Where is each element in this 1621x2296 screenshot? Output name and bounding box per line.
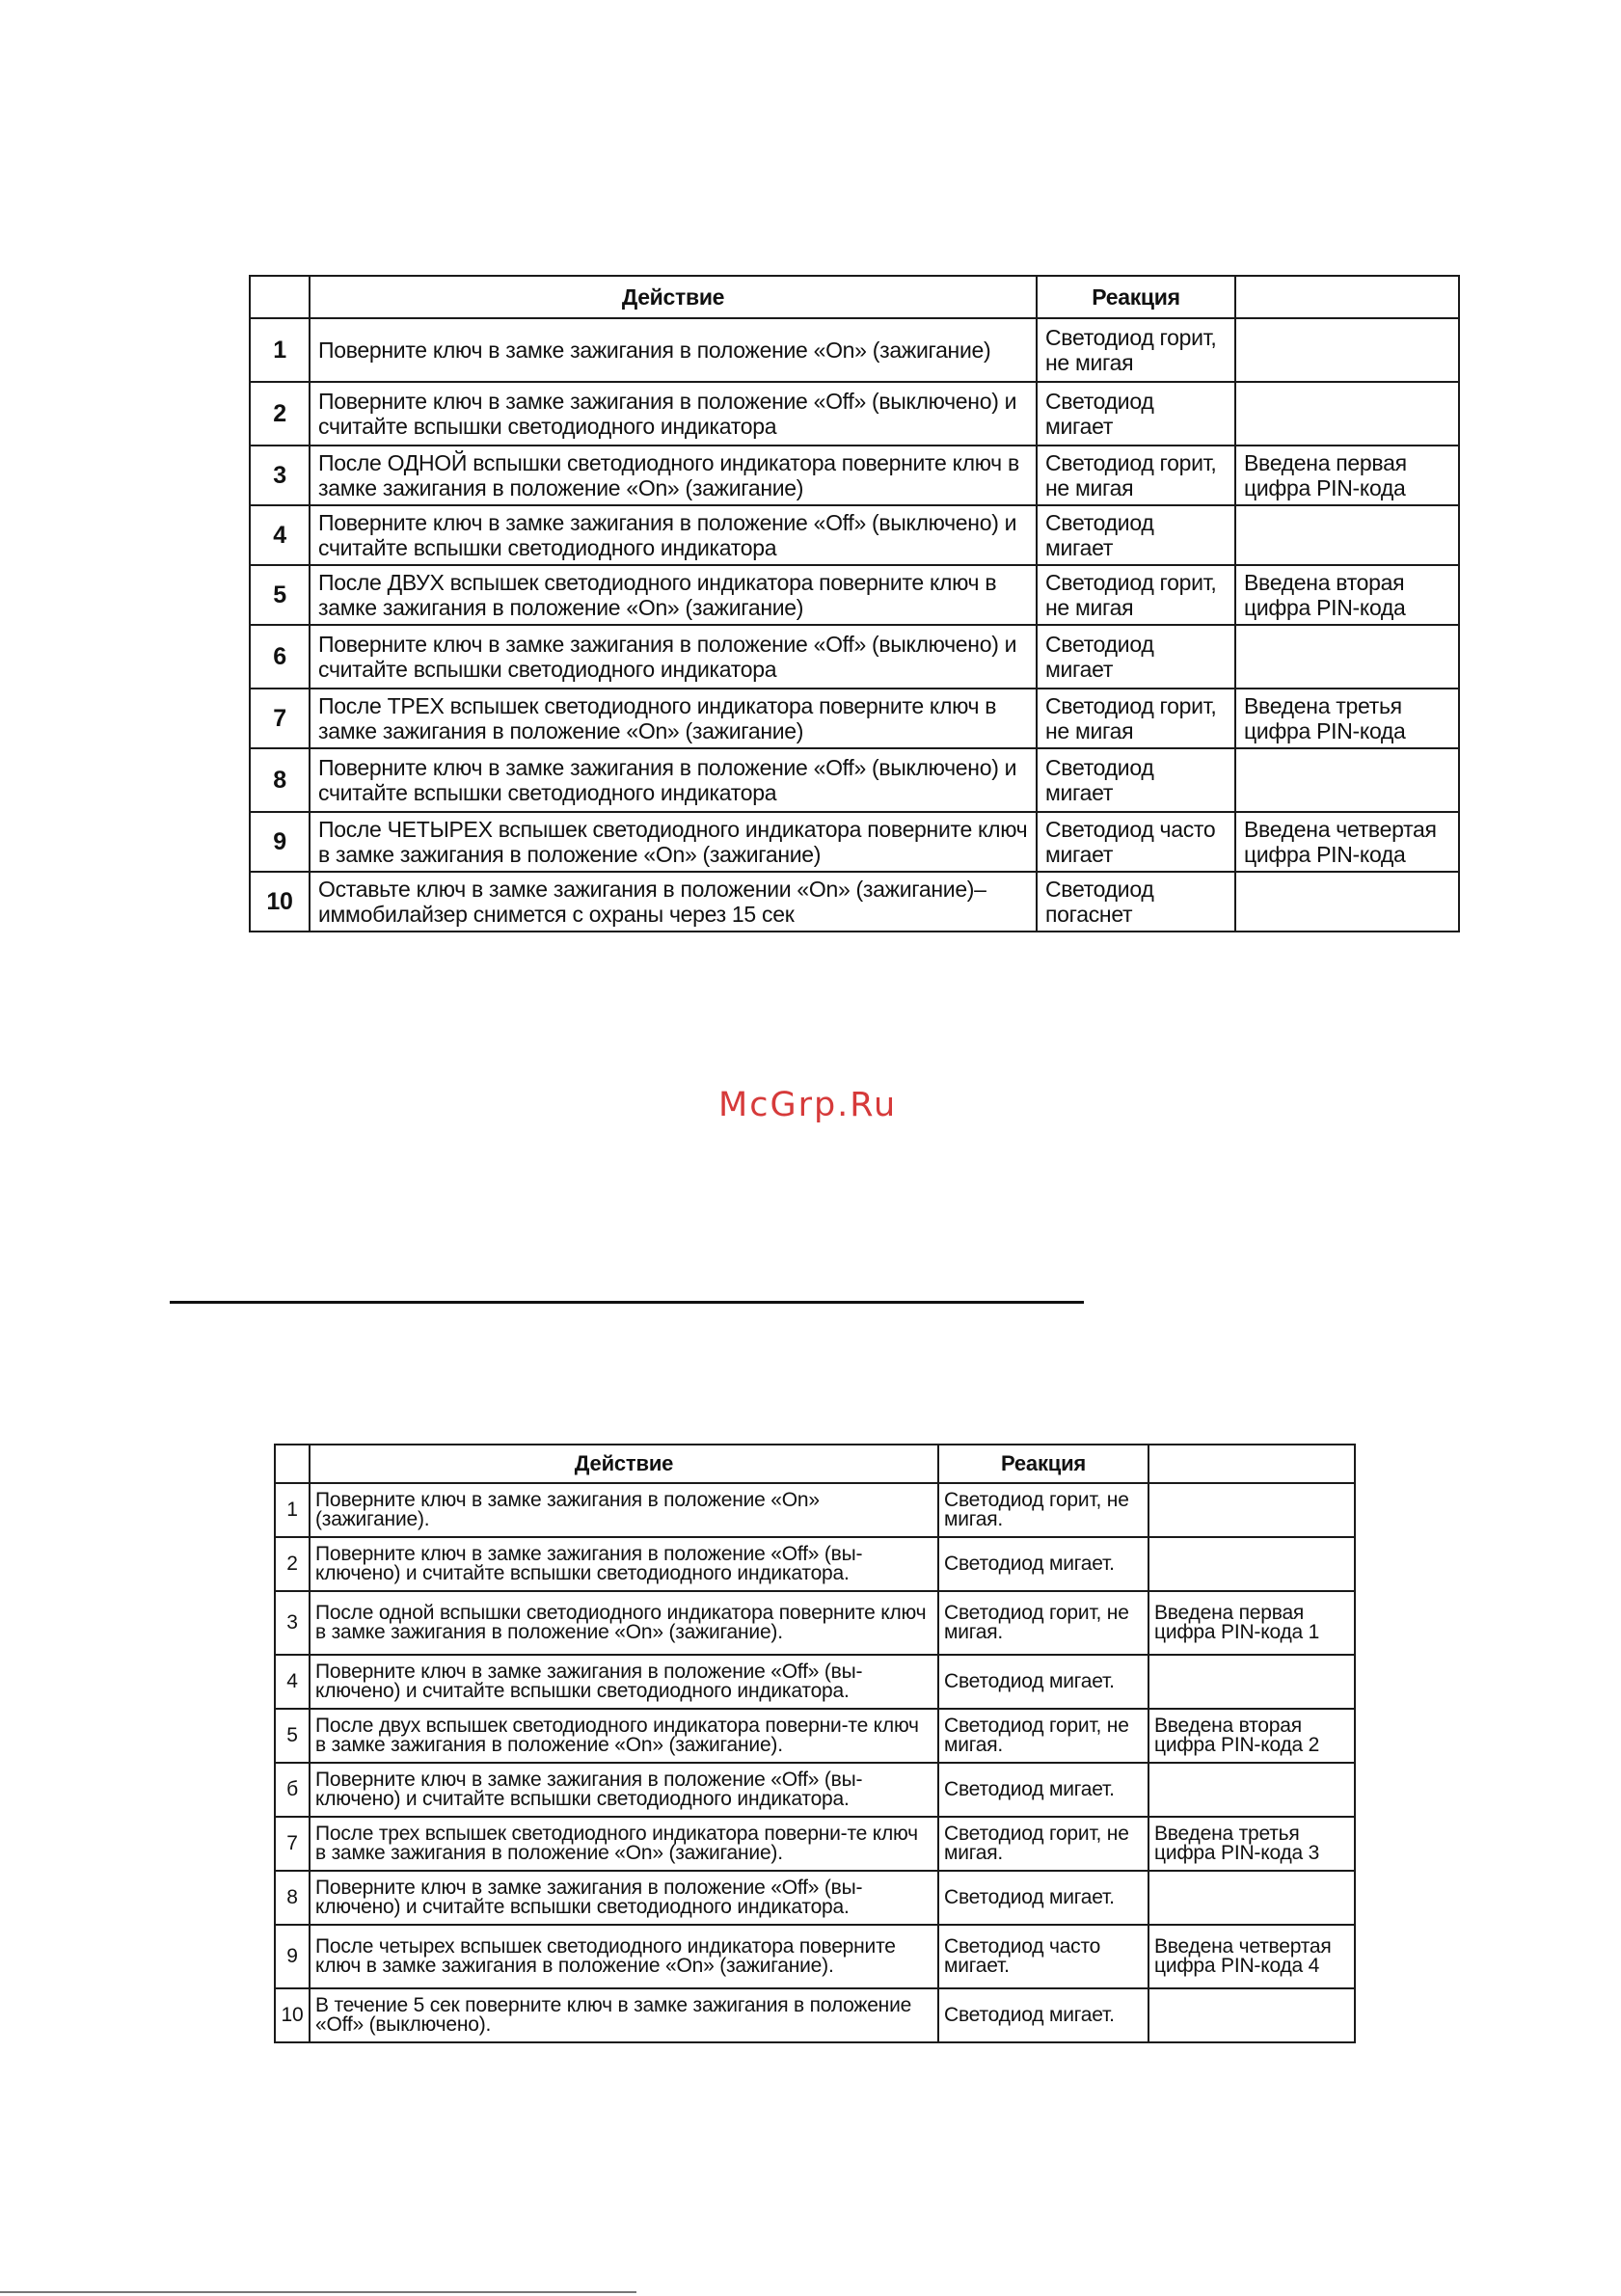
table-row [250,689,1459,748]
step-number: 1 [275,1483,310,1537]
step-note [1148,1871,1355,1925]
table-row [275,1483,1355,1537]
table-row [250,625,1459,689]
table-row [275,1709,1355,1763]
table-row [275,1817,1355,1871]
step-number: 7 [275,1817,310,1871]
table-row [250,565,1459,625]
step-note: Введена вторая цифра PIN-кода 2 [1148,1709,1355,1763]
step-reaction: Светодиод горит, не мигая. [938,1483,1148,1537]
step-note [1148,1483,1355,1537]
step-reaction: Светодиод горит, не мигая. [938,1709,1148,1763]
step-action: После ТРЕХ вспышек светодиодного индикатора поверните ключ в замке зажигания в положение «On» (зажигание) [310,689,1037,748]
step-note [1235,318,1459,382]
page-bottom-rule [0,2291,636,2293]
table-row [250,748,1459,812]
step-action: После ОДНОЙ вспышки светодиодного индикатора поверните ключ в замке зажигания в положение «On» (зажигание) [310,446,1037,505]
header-note [1235,276,1459,318]
step-action: Поверните ключ в замке зажигания в положение «Off» (вы-ключено) и считайте вспышки светодиодного индикатора. [310,1537,938,1591]
step-action: Поверните ключ в замке зажигания в положение «Off» (выключено) и считайте вспышки светодиодного индикатора [310,382,1037,446]
step-reaction: Светодиод часто мигает. [938,1925,1148,1988]
step-note [1148,1537,1355,1591]
step-note: Введена первая цифра PIN-кода [1235,446,1459,505]
table-row [250,382,1459,446]
step-note: Введена третья цифра PIN-кода 3 [1148,1817,1355,1871]
header-action: Действие [310,276,1037,318]
watermark-text: McGrp.Ru [718,1086,898,1124]
table-row [250,872,1459,932]
step-number: б [275,1763,310,1817]
step-action: После одной вспышки светодиодного индикатора поверните ключ в замке зажигания в положение «On» (зажигание). [310,1591,938,1655]
step-note [1235,505,1459,565]
table-row [275,1925,1355,1988]
step-action: Поверните ключ в замке зажигания в положение «On» (зажигание). [310,1483,938,1537]
step-number: 4 [275,1655,310,1709]
step-reaction: Светодиод горит, не мигая [1037,689,1235,748]
section-divider [170,1301,1084,1304]
step-number: 1 [250,318,310,382]
step-number: 5 [250,565,310,625]
step-reaction: Светодиод горит, не мигая. [938,1591,1148,1655]
step-number: 9 [250,812,310,872]
step-note [1148,1988,1355,2042]
step-reaction: Светодиод погаснет [1037,872,1235,932]
table-header-row [275,1445,1355,1483]
step-action: После четырех вспышек светодиодного индикатора поверните ключ в замке зажигания в положение «On» (зажигание). [310,1925,938,1988]
table-header-row [250,276,1459,318]
step-reaction: Светодиод мигает. [938,1537,1148,1591]
step-action: Поверните ключ в замке зажигания в положение «Off» (вы-ключено) и считайте вспышки светодиодного индикатора. [310,1655,938,1709]
step-reaction: Светодиод мигает. [938,1988,1148,2042]
step-number: 6 [250,625,310,689]
table-row [250,318,1459,382]
step-action: Оставьте ключ в замке зажигания в положении «On» (зажигание)– иммобилайзер снимется с охраны через 15 сек [310,872,1037,932]
step-reaction: Светодиод мигает. [938,1655,1148,1709]
step-number: 2 [275,1537,310,1591]
step-note: Введена четвертая цифра PIN-кода [1235,812,1459,872]
step-reaction: Светодиод горит, не мигая [1037,565,1235,625]
step-action: Поверните ключ в замке зажигания в положение «Off» (выключено) и считайте вспышки светодиодного индикатора [310,748,1037,812]
step-number: 9 [275,1925,310,1988]
step-action: После двух вспышек светодиодного индикатора поверни-те ключ в замке зажигания в положение «On» (зажигание). [310,1709,938,1763]
pin-entry-table-1 [249,275,1460,932]
step-note [1235,748,1459,812]
step-number: 3 [275,1591,310,1655]
step-number: 3 [250,446,310,505]
step-note [1235,872,1459,932]
table-row [250,505,1459,565]
step-action: Поверните ключ в замке зажигания в положение «Off» (вы-ключено) и считайте вспышки светодиодного индикатора. [310,1871,938,1925]
header-note [1148,1445,1355,1483]
table-row [275,1763,1355,1817]
step-number: 5 [275,1709,310,1763]
table-row [275,1655,1355,1709]
table-row [275,1591,1355,1655]
step-note [1148,1763,1355,1817]
header-reaction: Реакция [1037,276,1235,318]
step-reaction: Светодиод мигает. [938,1871,1148,1925]
header-action: Действие [310,1445,938,1483]
step-note: Введена первая цифра PIN-кода 1 [1148,1591,1355,1655]
step-note: Введена третья цифра PIN-кода [1235,689,1459,748]
step-note: Введена вторая цифра PIN-кода [1235,565,1459,625]
step-note [1148,1655,1355,1709]
step-reaction: Светодиод мигает [1037,625,1235,689]
table-row [250,446,1459,505]
step-number: 10 [275,1988,310,2042]
step-note: Введена четвертая цифра PIN-кода 4 [1148,1925,1355,1988]
step-action: Поверните ключ в замке зажигания в положение «Off» (выключено) и считайте вспышки светодиодного индикатора [310,505,1037,565]
step-reaction: Светодиод мигает [1037,748,1235,812]
step-number: 8 [275,1871,310,1925]
table-row [250,812,1459,872]
step-reaction: Светодиод мигает. [938,1763,1148,1817]
step-reaction: Светодиод мигает [1037,505,1235,565]
step-note [1235,625,1459,689]
step-reaction: Светодиод горит, не мигая. [938,1817,1148,1871]
header-num [275,1445,310,1483]
table-row [275,1871,1355,1925]
step-number: 10 [250,872,310,932]
step-action: Поверните ключ в замке зажигания в положение «Off» (выключено) и считайте вспышки светодиодного индикатора [310,625,1037,689]
step-action: Поверните ключ в замке зажигания в положение «On» (зажигание) [310,318,1037,382]
step-number: 8 [250,748,310,812]
header-reaction: Реакция [938,1445,1148,1483]
step-number: 4 [250,505,310,565]
step-reaction: Светодиод часто мигает [1037,812,1235,872]
table-row [275,1537,1355,1591]
step-action: Поверните ключ в замке зажигания в положение «Off» (вы-ключено) и считайте вспышки светодиодного индикатора. [310,1763,938,1817]
header-num [250,276,310,318]
step-number: 7 [250,689,310,748]
table-row [275,1988,1355,2042]
step-action: После ДВУХ вспышек светодиодного индикатора поверните ключ в замке зажигания в положение «On» (зажигание) [310,565,1037,625]
pin-entry-table-2 [274,1444,1356,2043]
step-action: После ЧЕТЫРЕХ вспышек светодиодного индикатора поверните ключ в замке зажигания в положение «On» (зажигание) [310,812,1037,872]
step-action: В течение 5 сек поверните ключ в замке зажигания в положение «Off» (выключено). [310,1988,938,2042]
step-action: После трех вспышек светодиодного индикатора поверни-те ключ в замке зажигания в положение «On» (зажигание). [310,1817,938,1871]
step-reaction: Светодиод мигает [1037,382,1235,446]
step-number: 2 [250,382,310,446]
step-reaction: Светодиод горит, не мигая [1037,318,1235,382]
step-note [1235,382,1459,446]
step-reaction: Светодиод горит, не мигая [1037,446,1235,505]
